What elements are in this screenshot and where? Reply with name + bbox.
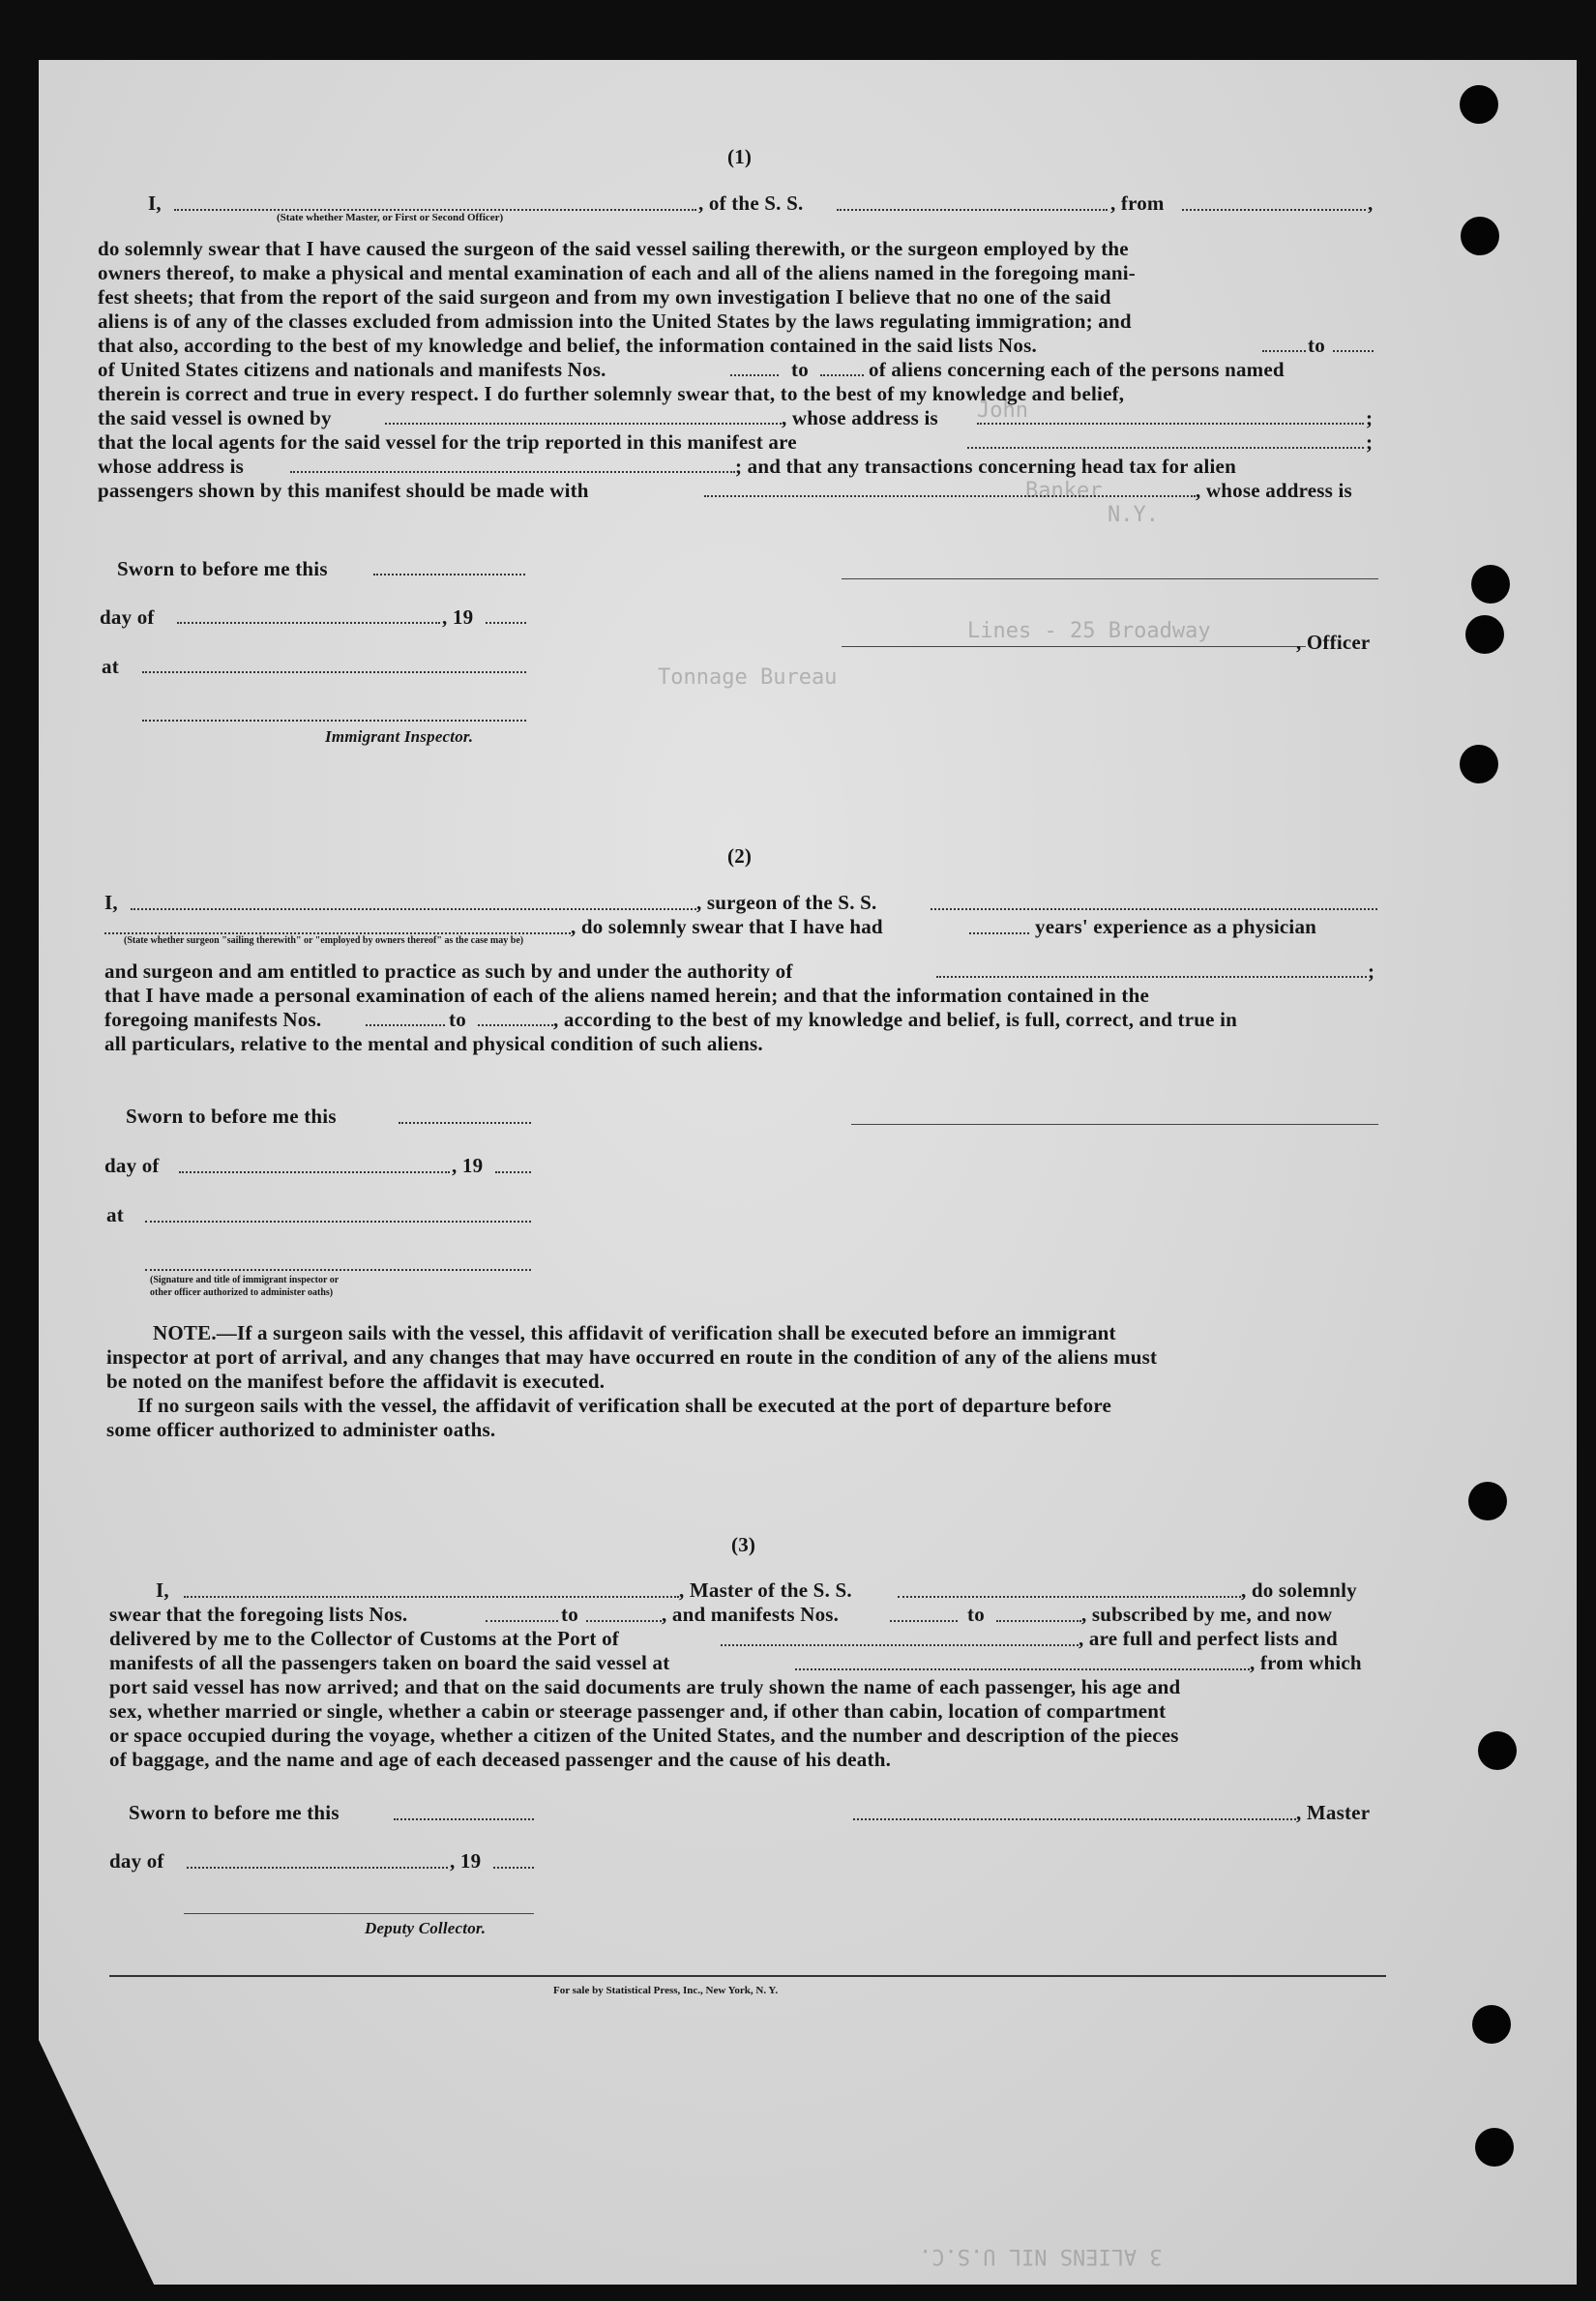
s1-agents-field[interactable] — [967, 447, 1364, 449]
binder-hole-4 — [1465, 615, 1504, 654]
s1-of-ss: , of the S. S. — [698, 192, 804, 215]
s1-owner-field[interactable] — [385, 423, 782, 425]
s3-l3b: , are full and perfect lists and — [1079, 1627, 1338, 1650]
s2-manifests-to-field[interactable] — [478, 1024, 553, 1026]
s3-day-field[interactable] — [187, 1867, 448, 1869]
section-2-number: (2) — [727, 844, 753, 868]
s2-note-4: If no surgeon sails with the vessel, the affidavit of verification shall be executed at the port of departure before — [137, 1394, 1111, 1417]
s3-l2e: , subscribed by me, and now — [1081, 1603, 1333, 1626]
s1-para-6: of United States citizens and nationals and manifests Nos. — [98, 358, 606, 381]
s3-l1-end: , do solemnly — [1241, 1578, 1357, 1602]
s3-master: , Master — [1296, 1801, 1371, 1824]
s2-sworn: Sworn to before me this — [126, 1105, 337, 1128]
s2-line-4: that I have made a personal examination of each of the aliens named herein; and that the information contained in the — [104, 984, 1150, 1007]
s1-officer-name-field[interactable] — [174, 209, 696, 211]
s3-lists-from-field[interactable] — [486, 1620, 558, 1622]
s1-l1-end: , — [1368, 192, 1374, 215]
s3-boarded-at-field[interactable] — [795, 1668, 1250, 1670]
s1-inspector-signature-field[interactable] — [142, 720, 526, 722]
s1-caption: (State whether Master, or First or Second Officer) — [277, 212, 504, 223]
s3-master-of: , Master of the S. S. — [679, 1578, 852, 1602]
s2-nineteen: , 19 — [452, 1154, 484, 1177]
ghost-text-1: John — [977, 398, 1028, 423]
binder-hole-1 — [1460, 85, 1498, 124]
s1-para-11: passengers shown by this manifest should be made with — [98, 479, 589, 502]
section-1-number: (1) — [727, 145, 753, 168]
s3-l6: sex, whether married or single, whether a cabin or steerage passenger and, if other than cabin, location of compartment — [109, 1699, 1167, 1723]
binder-hole-5 — [1460, 745, 1498, 783]
s3-deputy-caption: Deputy Collector. — [365, 1919, 487, 1937]
s1-to-1: to — [1308, 334, 1325, 357]
s1-lists-from-field[interactable] — [1262, 350, 1306, 352]
footer-rule — [109, 1975, 1386, 1977]
s3-l5: port said vessel has now arrived; and that on the said documents are truly shown the name of each passenger, his age and — [109, 1675, 1181, 1698]
s1-from-field[interactable] — [1182, 209, 1366, 211]
s3-lists-to-field[interactable] — [586, 1620, 662, 1622]
s2-day-field[interactable] — [179, 1171, 450, 1173]
s2-caption: (State whether surgeon "sailing therewith" or "employed by owners thereof" as the case may be) — [124, 935, 524, 946]
s1-head-tax-field[interactable] — [704, 495, 1196, 497]
s3-l4a: manifests of all the passengers taken on board the said vessel at — [109, 1651, 670, 1674]
s1-of-aliens: of aliens concerning each of the persons named — [869, 358, 1285, 381]
s1-transactions: ; and that any transactions concerning head tax for alien — [735, 455, 1236, 478]
s3-port-field[interactable] — [721, 1644, 1079, 1646]
s2-surgeon-name-field[interactable] — [131, 908, 696, 910]
footer-printer-note: For sale by Statistical Press, Inc., New York, N. Y. — [553, 1985, 779, 1996]
s3-l8: of baggage, and the name and age of each deceased passenger and the cause of his death. — [109, 1748, 892, 1771]
s1-para-10: whose address is — [98, 455, 245, 478]
s1-para-7: therein is correct and true in every respect. I do further solemnly swear that, to the best of my knowledge and belief, — [98, 382, 1125, 405]
s2-day-of: day of — [104, 1154, 160, 1177]
s1-para-2: owners thereof, to make a physical and mental examination of each and all of the aliens named in the foregoing mani- — [98, 261, 1136, 284]
s1-owner-address-field[interactable] — [977, 423, 1364, 425]
s3-deputy-signature-line[interactable] — [184, 1913, 534, 1914]
s2-line-5c: , according to the best of my knowledge and belief, is full, correct, and true in — [553, 1008, 1238, 1031]
s2-years: years' experience as a physician — [1035, 915, 1317, 938]
s1-lists-to-field[interactable] — [1333, 350, 1374, 352]
s1-sworn-field[interactable] — [373, 574, 525, 575]
ghost-text-6: 3 ALIENS NIL U.S.C. — [919, 2244, 1163, 2268]
ghost-text-4: N.Y. — [1108, 503, 1159, 527]
s3-sworn-field[interactable] — [394, 1818, 534, 1820]
s3-master-signature-field[interactable] — [853, 1818, 1296, 1820]
binder-hole-8 — [1472, 2005, 1511, 2044]
s1-officer-signature-line-2[interactable] — [842, 646, 1306, 647]
s1-officer-signature-line-1 — [842, 578, 1378, 579]
s2-line-3: and surgeon and am entitled to practice as such by and under the authority of — [104, 959, 793, 983]
s2-sig-caption-1: (Signature and title of immigrant inspector or — [150, 1275, 340, 1285]
s2-year-field[interactable] — [495, 1171, 531, 1173]
binder-hole-2 — [1461, 217, 1499, 255]
s2-line-3-end: ; — [1368, 959, 1375, 983]
s1-para-3: fest sheets; that from the report of the said surgeon and from my own investigation I believe that no one of the said — [98, 285, 1111, 309]
s3-day-of: day of — [109, 1849, 164, 1873]
s2-surgeon-signature-line[interactable] — [851, 1124, 1378, 1125]
s1-whose-address-2: , whose address is — [1196, 479, 1352, 502]
s1-semicolon-1: ; — [1366, 406, 1374, 429]
s1-manifests-from-field[interactable] — [730, 374, 779, 376]
s2-inspector-signature-field[interactable] — [145, 1269, 531, 1271]
s1-officer: , Officer — [1296, 631, 1371, 654]
s2-line-5b: to — [449, 1008, 466, 1031]
s1-inspector-caption: Immigrant Inspector. — [325, 727, 474, 746]
s1-year-field[interactable] — [486, 622, 526, 624]
s1-sworn: Sworn to before me this — [117, 557, 328, 580]
s2-vessel-field[interactable] — [931, 908, 1377, 910]
s3-l2a: swear that the foregoing lists Nos. — [109, 1603, 408, 1626]
s1-at-field[interactable] — [142, 671, 526, 673]
binder-hole-7 — [1478, 1731, 1517, 1770]
s3-year-field[interactable] — [493, 1867, 534, 1869]
section-3-number: (3) — [731, 1533, 756, 1556]
s2-swear: , do solemnly swear that I have had — [571, 915, 883, 938]
ghost-text-5: Tonnage Bureau — [658, 665, 838, 690]
s3-nineteen: , 19 — [450, 1849, 482, 1873]
s1-semicolon-2: ; — [1366, 430, 1374, 454]
s1-day-of: day of — [100, 605, 155, 629]
s2-i: I, — [104, 891, 118, 914]
binder-hole-6 — [1468, 1482, 1507, 1520]
s2-note-1: NOTE.—If a surgeon sails with the vessel, this affidavit of verification shall be executed before an immigrant — [153, 1321, 1116, 1344]
s1-day-field[interactable] — [177, 622, 440, 624]
s1-vessel-name-field[interactable] — [837, 209, 1108, 211]
s2-line-6: all particulars, relative to the mental and physical condition of such aliens. — [104, 1032, 763, 1055]
s2-sworn-field[interactable] — [399, 1122, 531, 1124]
s1-agents-address-field[interactable] — [290, 471, 735, 473]
s1-whose-address-1: , whose address is — [782, 406, 938, 429]
s3-l7: or space occupied during the voyage, whether a citizen of the United States, and the number and description of the pieces — [109, 1724, 1179, 1747]
s3-i: I, — [156, 1578, 169, 1602]
ghost-text-3: Lines - 25 Broadway — [967, 619, 1211, 643]
binder-hole-3 — [1471, 565, 1510, 604]
s2-surgeon-of: , surgeon of the S. S. — [696, 891, 877, 914]
s3-master-name-field[interactable] — [184, 1596, 679, 1598]
s1-para-8: the said vessel is owned by — [98, 406, 332, 429]
s2-at-field[interactable] — [145, 1221, 531, 1223]
s3-l2b: to — [561, 1603, 578, 1626]
s1-para-4: aliens is of any of the classes excluded from admission into the United States by the laws regulating immigration; and — [98, 310, 1132, 333]
s1-manifests-to-field[interactable] — [820, 374, 864, 376]
s2-manifests-from-field[interactable] — [366, 1024, 445, 1026]
ghost-text-2: Banker — [1025, 479, 1103, 503]
s2-sig-caption-2: other officer authorized to administer oaths) — [150, 1287, 334, 1298]
s3-l2d: to — [967, 1603, 985, 1626]
s2-authority-field[interactable] — [936, 976, 1367, 978]
s2-at: at — [106, 1203, 124, 1226]
s1-from: , from — [1110, 192, 1165, 215]
s1-para-9: that the local agents for the said vessel for the trip reported in this manifest are — [98, 430, 797, 454]
s2-note-2: inspector at port of arrival, and any changes that may have occurred en route in the condition of any of the aliens must — [106, 1345, 1158, 1369]
s2-note-5: some officer authorized to administer oaths. — [106, 1418, 496, 1441]
s3-l4b: , from which — [1250, 1651, 1362, 1674]
s2-line-5a: foregoing manifests Nos. — [104, 1008, 322, 1031]
s3-manifests-from-field[interactable] — [890, 1620, 958, 1622]
s2-years-field[interactable] — [969, 932, 1029, 934]
s1-para-5: that also, according to the best of my knowledge and belief, the information contained in the said lists Nos. — [98, 334, 1037, 357]
s2-note-3: be noted on the manifest before the affidavit is executed. — [106, 1370, 606, 1393]
binder-hole-9 — [1475, 2128, 1514, 2167]
s3-l3a: delivered by me to the Collector of Customs at the Port of — [109, 1627, 619, 1650]
s1-at: at — [102, 655, 119, 678]
s3-vessel-field[interactable] — [898, 1596, 1241, 1598]
s1-nineteen: , 19 — [442, 605, 474, 629]
s1-to-2: to — [791, 358, 809, 381]
s1-para-1: do solemnly swear that I have caused the surgeon of the said vessel sailing therewith, or the surgeon employed by the — [98, 237, 1129, 260]
s3-manifests-to-field[interactable] — [996, 1620, 1081, 1622]
s1-i: I, — [148, 192, 162, 215]
s3-sworn: Sworn to before me this — [129, 1801, 340, 1824]
s2-status-field[interactable] — [104, 932, 571, 934]
s3-l2c: , and manifests Nos. — [662, 1603, 840, 1626]
